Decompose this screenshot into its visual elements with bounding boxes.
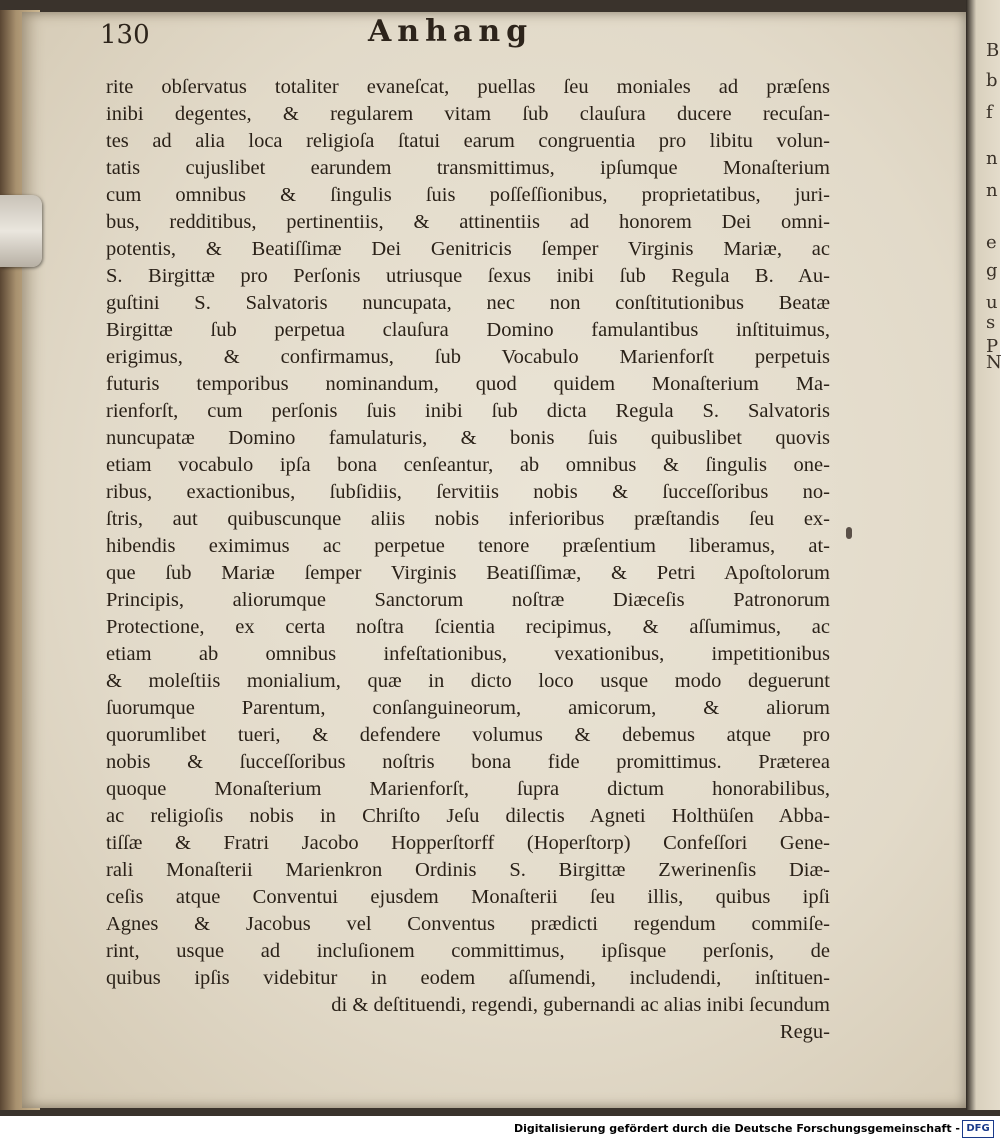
text-line: Birgittæ ſub perpetua clauſura Domino famulantibus inſtituimus, <box>106 319 830 341</box>
text-line: ſuorumque Parentum, conſanguineorum, amicorum, & aliorum <box>106 697 830 719</box>
text-line: ac religioſis nobis in Chriſto Jeſu dilectis Agneti Holthüſen Abba- <box>106 805 830 827</box>
text-line: Protectione, ex certa noſtra ſcientia recipimus, & aſſumimus, ac <box>106 616 830 638</box>
text-line: quoque Monaſterium Marienforſt, ſupra dictum honorabilibus, <box>106 778 830 800</box>
text-line: futuris temporibus nominandum, quod quidem Monaſterium Ma- <box>106 373 830 395</box>
facing-page-letter: e <box>986 232 997 253</box>
facing-page-letter: u <box>986 292 998 313</box>
dfg-logo: DFG <box>962 1120 994 1138</box>
text-line: hibendis eximimus ac perpetue tenore præſentium liberamus, at- <box>106 535 830 557</box>
text-line: quorumlibet tueri, & defendere volumus & debemus atque pro <box>106 724 830 746</box>
text-line: bus, redditibus, pertinentiis, & attinentiis ad honorem Dei omni- <box>106 211 830 233</box>
text-line: rali Monaſterii Marienkron Ordinis S. Birgittæ Zwerinenſis Diæ- <box>106 859 830 881</box>
text-line: rite obſervatus totaliter evaneſcat, puellas ſeu moniales ad præſens <box>106 76 830 98</box>
text-line: ribus, exactionibus, ſubſidiis, ſervitiis nobis & ſucceſſoribus no- <box>106 481 830 503</box>
text-line: tes ad alia loca religioſa ſtatui earum congruentia pro libitu volun- <box>106 130 830 152</box>
text-line: nuncupatæ Domino famulaturis, & bonis ſuis quibuslibet quovis <box>106 427 830 449</box>
text-line: que ſub Mariæ ſemper Virginis Beatiſſimæ, & Petri Apoſtolorum <box>106 562 830 584</box>
body-text <box>106 74 830 1046</box>
text-line: guſtini S. Salvatoris nuncupata, nec non conſtitutionibus Beatæ <box>106 292 830 314</box>
text-line: Principis, aliorumque Sanctorum noſtræ Diæceſis Patronorum <box>106 589 830 611</box>
facing-page-letter: N <box>986 352 1002 373</box>
text-line: inibi degentes, & regularem vitam ſub clauſura ducere recuſan- <box>106 103 830 125</box>
text-line: rint, usque ad incluſionem committimus, ipſisque perſonis, de <box>106 940 830 962</box>
facing-page-letter: P <box>986 336 999 357</box>
text-line: nobis & ſucceſſoribus noſtris bona fide promittimus. Præterea <box>106 751 830 773</box>
facing-page-letter: n <box>986 180 998 201</box>
text-line: Agnes & Jacobus vel Conventus prædicti regendum commiſe- <box>106 913 830 935</box>
text-line: tatis cujuslibet earundem transmittimus, ipſumque Monaſterium <box>106 157 830 179</box>
facing-page-letter: n <box>986 148 998 169</box>
digitization-footer <box>0 1116 1000 1142</box>
facing-page-letter: B <box>986 40 1000 61</box>
facing-page-letter: s <box>986 312 996 333</box>
text-line: ceſis atque Conventui ejusdem Monaſterii ſeu illis, quibus ipſi <box>106 886 830 908</box>
text-line: ſtris, aut quibuscunque aliis nobis inferioribus præſtandis ſeu ex- <box>106 508 830 530</box>
text-line: tiſſæ & Fratri Jacobo Hopperſtorff (Hoperſtorp) Confeſſori Gene- <box>106 832 830 854</box>
text-line: cum omnibus & ſingulis ſuis poſſeſſionibus, proprietatibus, juri- <box>106 184 830 206</box>
text-line: rienforſt, cum perſonis ſuis inibi ſub dicta Regula S. Salvatoris <box>106 400 830 422</box>
text-line: di & deſtituendi, regendi, gubernandi ac alias inibi ſecundum <box>331 994 830 1016</box>
ink-speck <box>846 527 852 539</box>
facing-page-letter: f <box>986 102 993 123</box>
text-line: S. Birgittæ pro Perſonis utriusque ſexus inibi ſub Regula B. Au- <box>106 265 830 287</box>
page-number: 130 <box>100 20 150 50</box>
catchword: Regu- <box>779 1021 830 1043</box>
text-line: quibus ipſis videbitur in eodem aſſumendi, includendi, inſtituen- <box>106 967 830 989</box>
text-line: erigimus, & confirmamus, ſub Vocabulo Marienforſt perpetuis <box>106 346 830 368</box>
text-line: etiam ab omnibus infeſtationibus, vexationibus, impetitionibus <box>106 643 830 665</box>
text-line: etiam vocabulo ipſa bona cenſeantur, ab omnibus & ſingulis one- <box>106 454 830 476</box>
facing-page-letter: g <box>986 260 998 281</box>
facing-page-letter: b <box>986 70 998 91</box>
text-line: potentis, & Beatiſſimæ Dei Genitricis ſemper Virginis Mariæ, ac <box>106 238 830 260</box>
running-head: Anhang <box>368 14 534 49</box>
text-line: & moleſtiis monialium, quæ in dicto loco usque modo deguerunt <box>106 670 830 692</box>
page-clip <box>0 195 42 267</box>
footer-credit: Digitalisierung gefördert durch die Deutsche Forschungsgemeinschaft - <box>513 1122 960 1135</box>
